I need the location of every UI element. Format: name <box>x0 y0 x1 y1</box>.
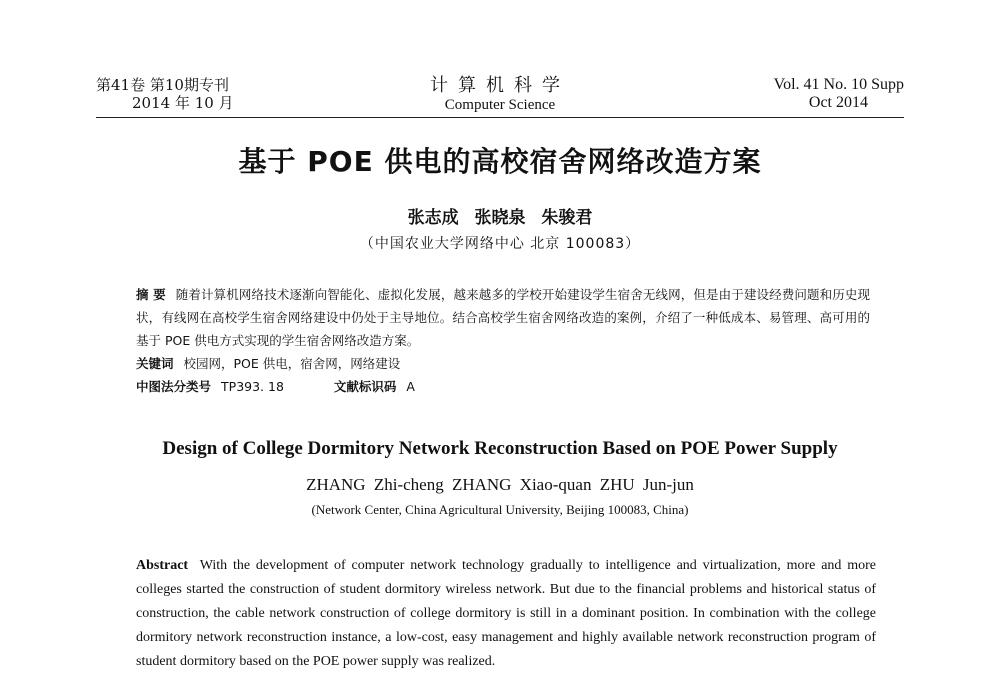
volume-info-cn <box>96 76 234 112</box>
journal-header <box>96 76 904 120</box>
paper-title-cn: 基于 POE 供电的高校宿舍网络改造方案 <box>238 145 762 178</box>
paper-title-en: Design of College Dormitory Network Reconstruction Based on POE Power Supply <box>162 438 838 459</box>
volume-issue: 第41卷 第10期专刊 <box>96 76 229 94</box>
clc-label: 中图法分类号 <box>136 379 212 394</box>
keywords-cn <box>136 352 870 375</box>
issue-date-cn: 2014 年 10 月 <box>132 94 234 112</box>
authors-cn: 张志成 张晓泉 朱骏君 <box>407 208 593 228</box>
journal-name-cn: 计算机科学 <box>430 75 570 96</box>
keywords-cn-label: 关键词 <box>136 356 174 371</box>
journal-name-en: Computer Science <box>444 97 556 113</box>
abstract-en-label: Abstract <box>136 558 189 573</box>
clc-value: TP393. 18 <box>221 379 284 394</box>
affiliation-en: (Network Center, China Agricultural University, Beijing 100083, China) <box>311 502 689 517</box>
affiliation-cn: （中国农业大学网络中心 北京 100083） <box>359 236 641 252</box>
header-rule <box>96 117 904 118</box>
classification-line <box>136 375 870 398</box>
abstract-en <box>136 554 876 674</box>
doc-code-value: A <box>406 379 415 394</box>
abstract-cn <box>136 283 870 352</box>
authors-en: ZHANG Zhi-cheng ZHANG Xiao-quan ZHU Jun-jun <box>306 475 694 494</box>
issue-date-en: Oct 2014 <box>808 94 868 111</box>
doc-code-label: 文献标识码 <box>333 379 397 394</box>
volume-info-en <box>774 76 904 112</box>
abstract-cn-block <box>136 283 870 398</box>
volume-issue-en: Vol. 41 No. 10 Supp <box>773 76 904 93</box>
journal-name <box>430 76 570 114</box>
abstract-en-text: With the development of computer network technology gradually to intelligence and virtualization, more and more colleges started the construction of student dormitory wireless network. But due to the financial problems and historical status of construction, the cable network construction of college dormitory is still in a dominant position. In combination with the college dormitory network reconstruction instance, a low-cost, easy management and highly available network reconstruction program of student dormitory based on the POE power supply was realized. <box>136 558 877 669</box>
abstract-cn-label: 摘 要 <box>136 287 166 302</box>
abstract-cn-text: 随着计算机网络技术逐渐向智能化、虚拟化发展，越来越多的学校开始建设学生宿舍无线网，但是由于建设经费问题和历史现状，有线网在高校学生宿舍网络建设中仍处于主导地位。结合高校学生宿舍网络改造的案例，介绍了一种低成本、易管理、高可用的基于 POE 供电方式实现的学生宿舍网络改造方案。 <box>136 287 870 348</box>
keywords-cn-text: 校园网，POE 供电，宿舍网，网络建设 <box>183 356 401 371</box>
